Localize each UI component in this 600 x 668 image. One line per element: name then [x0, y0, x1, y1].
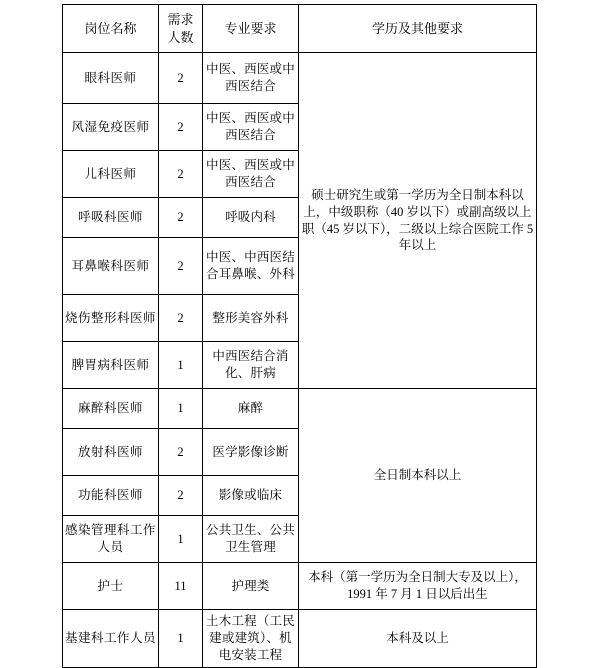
document-page [0, 4, 600, 662]
cell-number: 1 [159, 389, 203, 429]
cell-number: 1 [159, 516, 203, 563]
cell-number: 2 [159, 198, 203, 238]
table-row [63, 610, 537, 668]
column-header-major: 专业要求 [203, 5, 299, 53]
cell-post: 放射科医师 [63, 429, 159, 476]
recruitment-table [62, 4, 537, 668]
cell-post: 功能科医师 [63, 476, 159, 516]
cell-post: 耳鼻喉科医师 [63, 238, 159, 295]
cell-major: 麻醉 [203, 389, 299, 429]
cell-major: 医学影像诊断 [203, 429, 299, 476]
cell-major: 中医、西医或中西医结合 [203, 53, 299, 104]
cell-major: 土木工程（工民建或建筑）、机电安装工程 [203, 610, 299, 668]
cell-education-group-4: 本科及以上 [299, 610, 537, 668]
table-row [63, 563, 537, 610]
cell-major: 中医、西医或中西医结合 [203, 151, 299, 198]
table-header-row [63, 5, 537, 53]
column-header-number-line1: 需求 [167, 12, 194, 27]
cell-major: 中医、西医或中西医结合 [203, 104, 299, 151]
cell-post: 风湿免疫医师 [63, 104, 159, 151]
cell-post: 烧伤整形科医师 [63, 295, 159, 342]
cell-education-group-1: 硕士研究生或第一学历为全日制本科以上，中级职称（40 岁以下）或副高级以上职（45 岁以下），二级以上综合医院工作 5 年以上 [299, 53, 537, 389]
cell-number: 2 [159, 53, 203, 104]
table-row [63, 389, 537, 429]
cell-number: 11 [159, 563, 203, 610]
table-body [63, 53, 537, 668]
column-header-number [159, 5, 203, 53]
cell-number: 2 [159, 238, 203, 295]
cell-number: 2 [159, 104, 203, 151]
cell-number: 2 [159, 295, 203, 342]
cell-post: 呼吸科医师 [63, 198, 159, 238]
cell-post: 儿科医师 [63, 151, 159, 198]
cell-post: 眼科医师 [63, 53, 159, 104]
cell-education-group-2: 全日制本科以上 [299, 389, 537, 563]
cell-post: 基建科工作人员 [63, 610, 159, 668]
cell-number: 1 [159, 610, 203, 668]
cell-number: 2 [159, 476, 203, 516]
cell-major: 公共卫生、公共卫生管理 [203, 516, 299, 563]
cell-number: 2 [159, 151, 203, 198]
cell-post: 护士 [63, 563, 159, 610]
cell-number: 1 [159, 342, 203, 389]
table-header [63, 5, 537, 53]
cell-post: 脾胃病科医师 [63, 342, 159, 389]
cell-major: 呼吸内科 [203, 198, 299, 238]
cell-post: 感染管理科工作人员 [63, 516, 159, 563]
cell-major: 整形美容外科 [203, 295, 299, 342]
column-header-number-line2: 人数 [167, 29, 194, 45]
cell-major: 中医、中西医结合耳鼻喉、外科 [203, 238, 299, 295]
cell-education-group-3: 本科（第一学历为全日制大专及以上），1991 年 7 月 1 日以后出生 [299, 563, 537, 610]
cell-post: 麻醉科医师 [63, 389, 159, 429]
cell-major: 中西医结合消化、肝病 [203, 342, 299, 389]
cell-number: 2 [159, 429, 203, 476]
column-header-post: 岗位名称 [63, 5, 159, 53]
cell-major: 护理类 [203, 563, 299, 610]
cell-major: 影像或临床 [203, 476, 299, 516]
table-row [63, 53, 537, 104]
column-header-education: 学历及其他要求 [299, 5, 537, 53]
